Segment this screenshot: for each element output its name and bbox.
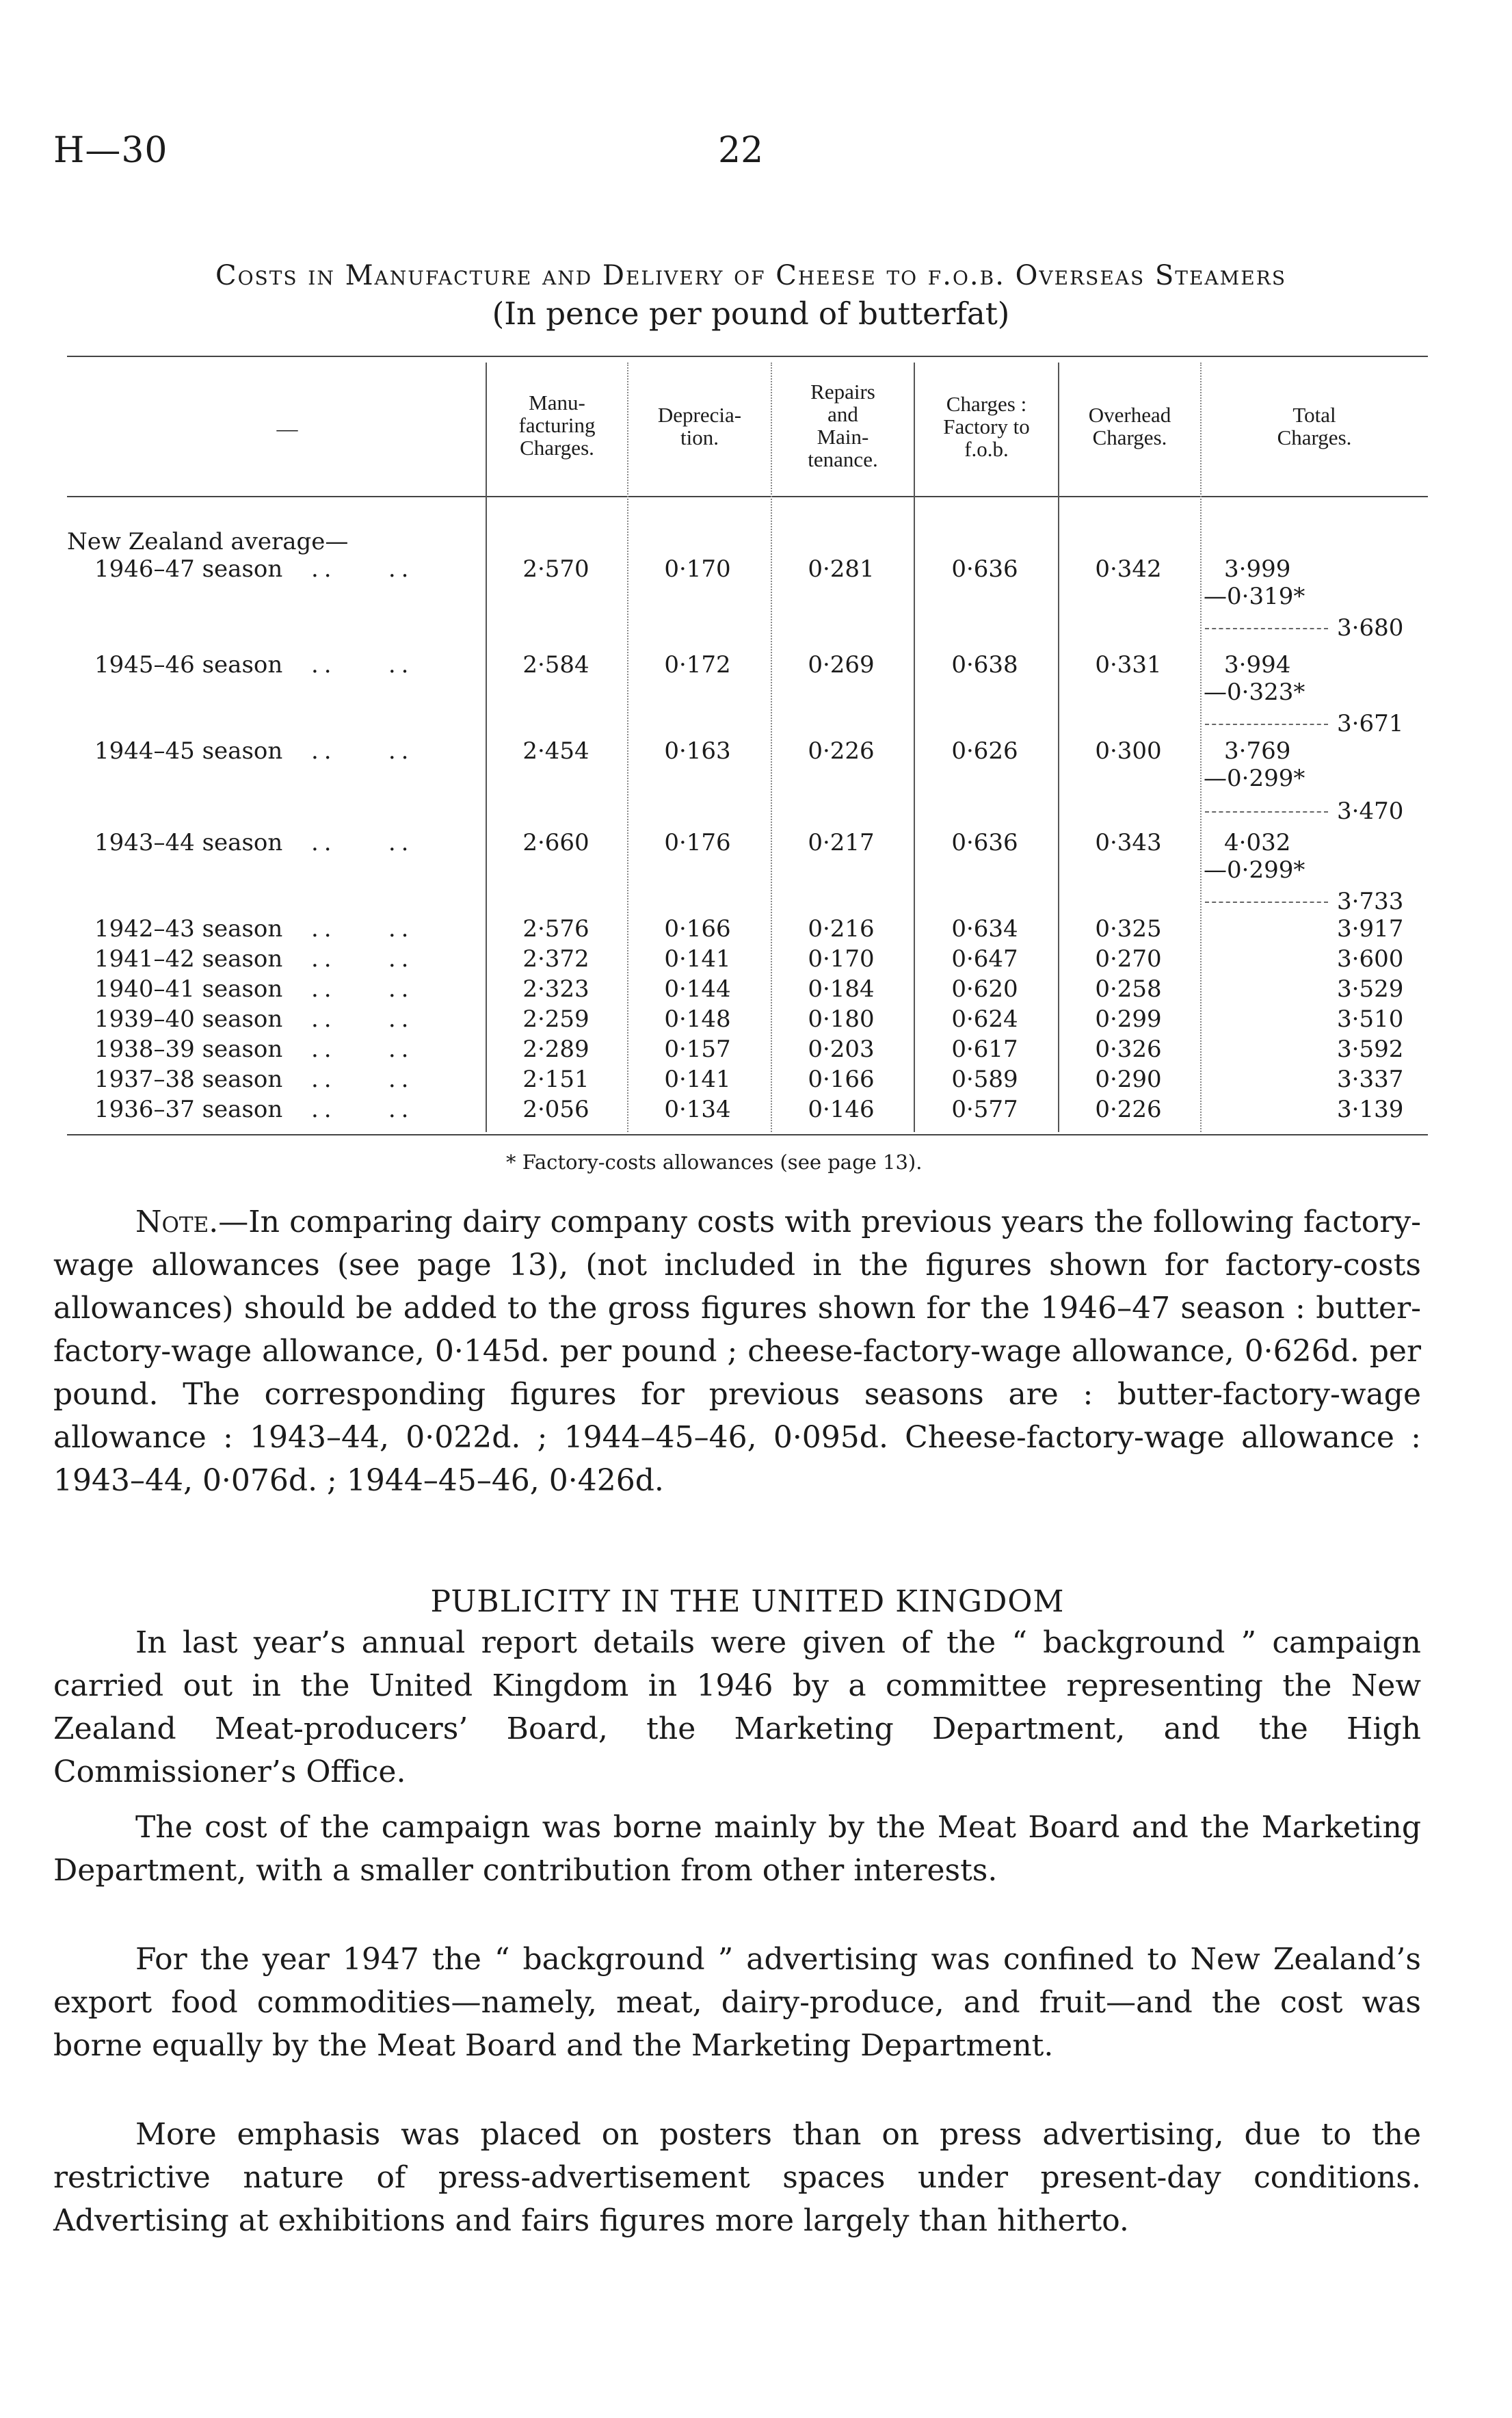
manufacturing-value: 2·056 (522, 1096, 589, 1123)
season-label: 1941–42 season (94, 945, 283, 973)
column-heading-manufacturing: Manu- facturing Charges. (518, 391, 596, 460)
overhead-value: 0·258 (1095, 975, 1162, 1003)
column-divider (914, 363, 915, 1132)
season-label: 1940–41 season (94, 975, 283, 1003)
depreciation-value: 0·134 (664, 1096, 731, 1123)
column-divider (1200, 363, 1202, 1132)
overhead-value: 0·299 (1095, 1006, 1162, 1033)
charges-fob-value: 0·589 (951, 1066, 1018, 1093)
season-label: 1944–45 season (94, 737, 283, 765)
repairs-value: 0·203 (808, 1036, 875, 1063)
table-subtitle: (In pence per pound of butterfat) (492, 295, 1010, 332)
charges-fob-value: 0·636 (951, 829, 1018, 856)
charges-fob-value: 0·634 (951, 915, 1018, 943)
column-divider (771, 363, 772, 1132)
table-title: Costs in Manufacture and Delivery of Cheese to f.o.b. Overseas Steamers (215, 260, 1287, 291)
overhead-value: 0·331 (1095, 651, 1162, 679)
net-total: 3·733 (1337, 888, 1404, 915)
total-value: 3·917 (1337, 915, 1404, 943)
column-divider (1058, 363, 1059, 1132)
repairs-value: 0·217 (808, 829, 875, 856)
column-heading-total: Total Charges. (1277, 403, 1352, 449)
subtotal-rule (1205, 902, 1328, 903)
body-paragraph (53, 1938, 1421, 2067)
body-paragraph (53, 1621, 1421, 1793)
manufacturing-value: 2·576 (522, 915, 589, 943)
manufacturing-value: 2·151 (522, 1066, 589, 1093)
allowance-deduction: —0·319* (1204, 583, 1305, 610)
paragraph-text: More emphasis was placed on posters than on press advertising, due to the restrictive nature of press-advertisement spaces under present-day conditions. Advertising at exhibitions and fairs figures more largely than hitherto. (53, 2117, 1421, 2238)
season-label: 1946–47 season (94, 555, 283, 583)
leader-dots: .. .. (311, 915, 414, 943)
repairs-value: 0·226 (808, 737, 875, 765)
net-total: 3·680 (1337, 614, 1404, 642)
column-heading-blank: — (276, 417, 298, 441)
overhead-value: 0·343 (1095, 829, 1162, 856)
depreciation-value: 0·148 (664, 1006, 731, 1033)
page-reference: H—30 (53, 130, 168, 171)
column-heading-depreciation: Deprecia- tion. (657, 403, 742, 449)
page-number: 22 (718, 130, 764, 171)
allowance-deduction: —0·323* (1204, 679, 1305, 706)
charges-fob-value: 0·620 (951, 975, 1018, 1003)
net-total: 3·470 (1337, 798, 1404, 825)
manufacturing-value: 2·289 (522, 1036, 589, 1063)
repairs-value: 0·281 (808, 555, 875, 583)
repairs-value: 0·146 (808, 1096, 875, 1123)
repairs-value: 0·269 (808, 651, 875, 679)
column-divider (627, 363, 628, 1132)
season-label: 1942–43 season (94, 915, 283, 943)
depreciation-value: 0·176 (664, 829, 731, 856)
total-value: 3·529 (1337, 975, 1404, 1003)
overhead-value: 0·300 (1095, 737, 1162, 765)
allowance-deduction: —0·299* (1204, 765, 1305, 792)
manufacturing-value: 2·570 (522, 555, 589, 583)
leader-dots: .. .. (311, 975, 414, 1003)
gross-total: 3·769 (1224, 737, 1291, 765)
note-text: —In comparing dairy company costs with previous years the following factory-wage allowances (see page 13), (not included in the figures shown for factory-costs allowances) should be added to the gross figures shown for the 1946–47 season : butter-factory-wage allowance, 0·145d. per pound ; cheese-factory-wage allowance, 0·626d. per pound. The corresponding figures for previous seasons are : butter-factory-wage allowance : 1943–44, 0·022d. ; 1944–45–46, 0·095d. Cheese-factory-wage allowance : 1943–44, 0·076d. ; 1944–45–46, 0·426d. (53, 1205, 1421, 1498)
season-label: 1939–40 season (94, 1006, 283, 1033)
leader-dots: .. .. (311, 1096, 414, 1123)
total-value: 3·337 (1337, 1066, 1404, 1093)
charges-fob-value: 0·577 (951, 1096, 1018, 1123)
charges-fob-value: 0·638 (951, 651, 1018, 679)
paragraph-text: In last year’s annual report details were given of the “ background ” campaign carried out in the United Kingdom in 1946 by a committee representing the New Zealand Meat-producers’ Board, the Marketing Department, and the High Commissioner’s Office. (53, 1625, 1421, 1789)
body-paragraph (53, 2113, 1421, 2242)
body-paragraph (53, 1806, 1421, 1892)
paragraph-text: The cost of the campaign was borne mainly by the Meat Board and the Marketing Department, with a smaller contribution from other interests. (53, 1810, 1421, 1888)
manufacturing-value: 2·259 (522, 1006, 589, 1033)
table-header-rule (67, 496, 1428, 497)
net-total: 3·671 (1337, 710, 1404, 737)
paragraph-text: For the year 1947 the “ background ” advertising was confined to New Zealand’s export food commodities—namely, meat, dairy-produce, and fruit—and the cost was borne equally by the Meat Board and the Marketing Department. (53, 1942, 1421, 2063)
season-label: 1945–46 season (94, 651, 283, 679)
charges-fob-value: 0·624 (951, 1006, 1018, 1033)
total-value: 3·510 (1337, 1006, 1404, 1033)
depreciation-value: 0·141 (664, 1066, 731, 1093)
depreciation-value: 0·172 (664, 651, 731, 679)
subtotal-rule (1205, 724, 1328, 725)
leader-dots: .. .. (311, 829, 414, 856)
depreciation-value: 0·166 (664, 915, 731, 943)
repairs-value: 0·166 (808, 1066, 875, 1093)
leader-dots: .. .. (311, 1036, 414, 1063)
depreciation-value: 0·170 (664, 555, 731, 583)
overhead-value: 0·270 (1095, 945, 1162, 973)
leader-dots: .. .. (311, 1006, 414, 1033)
subtotal-rule (1205, 811, 1328, 813)
depreciation-value: 0·157 (664, 1036, 731, 1063)
table-bottom-rule (67, 1134, 1428, 1135)
charges-fob-value: 0·617 (951, 1036, 1018, 1063)
season-label: 1938–39 season (94, 1036, 283, 1063)
leader-dots: .. .. (311, 555, 414, 583)
manufacturing-value: 2·372 (522, 945, 589, 973)
section-heading: PUBLICITY IN THE UNITED KINGDOM (430, 1584, 1065, 1619)
season-label: 1936–37 season (94, 1096, 283, 1123)
season-label: 1937–38 season (94, 1066, 283, 1093)
column-heading-repairs: Repairs and Main- tenance. (808, 380, 878, 471)
gross-total: 3·999 (1224, 555, 1291, 583)
group-label: New Zealand average— (67, 528, 349, 555)
allowance-deduction: —0·299* (1204, 856, 1305, 884)
table-top-rule (67, 356, 1428, 357)
depreciation-value: 0·163 (664, 737, 731, 765)
subtotal-rule (1205, 628, 1328, 629)
overhead-value: 0·226 (1095, 1096, 1162, 1123)
overhead-value: 0·325 (1095, 915, 1162, 943)
charges-fob-value: 0·636 (951, 555, 1018, 583)
charges-fob-value: 0·647 (951, 945, 1018, 973)
total-value: 3·139 (1337, 1096, 1404, 1123)
manufacturing-value: 2·584 (522, 651, 589, 679)
overhead-value: 0·342 (1095, 555, 1162, 583)
column-heading-charges-fob: Charges : Factory to f.o.b. (943, 392, 1030, 461)
leader-dots: .. .. (311, 737, 414, 765)
charges-fob-value: 0·626 (951, 737, 1018, 765)
note-paragraph (53, 1200, 1421, 1502)
total-value: 3·600 (1337, 945, 1404, 973)
depreciation-value: 0·141 (664, 945, 731, 973)
manufacturing-value: 2·660 (522, 829, 589, 856)
season-label: 1943–44 season (94, 829, 283, 856)
column-divider (486, 363, 487, 1132)
leader-dots: .. .. (311, 945, 414, 973)
column-heading-overhead: Overhead Charges. (1088, 403, 1171, 449)
overhead-value: 0·290 (1095, 1066, 1162, 1093)
overhead-value: 0·326 (1095, 1036, 1162, 1063)
leader-dots: .. .. (311, 1066, 414, 1093)
gross-total: 4·032 (1224, 829, 1291, 856)
repairs-value: 0·170 (808, 945, 875, 973)
manufacturing-value: 2·454 (522, 737, 589, 765)
repairs-value: 0·180 (808, 1006, 875, 1033)
total-value: 3·592 (1337, 1036, 1404, 1063)
manufacturing-value: 2·323 (522, 975, 589, 1003)
repairs-value: 0·184 (808, 975, 875, 1003)
leader-dots: .. .. (311, 651, 414, 679)
table-footnote: * Factory-costs allowances (see page 13). (506, 1151, 923, 1174)
depreciation-value: 0·144 (664, 975, 731, 1003)
repairs-value: 0·216 (808, 915, 875, 943)
note-label: Note. (135, 1205, 219, 1239)
gross-total: 3·994 (1224, 651, 1291, 679)
